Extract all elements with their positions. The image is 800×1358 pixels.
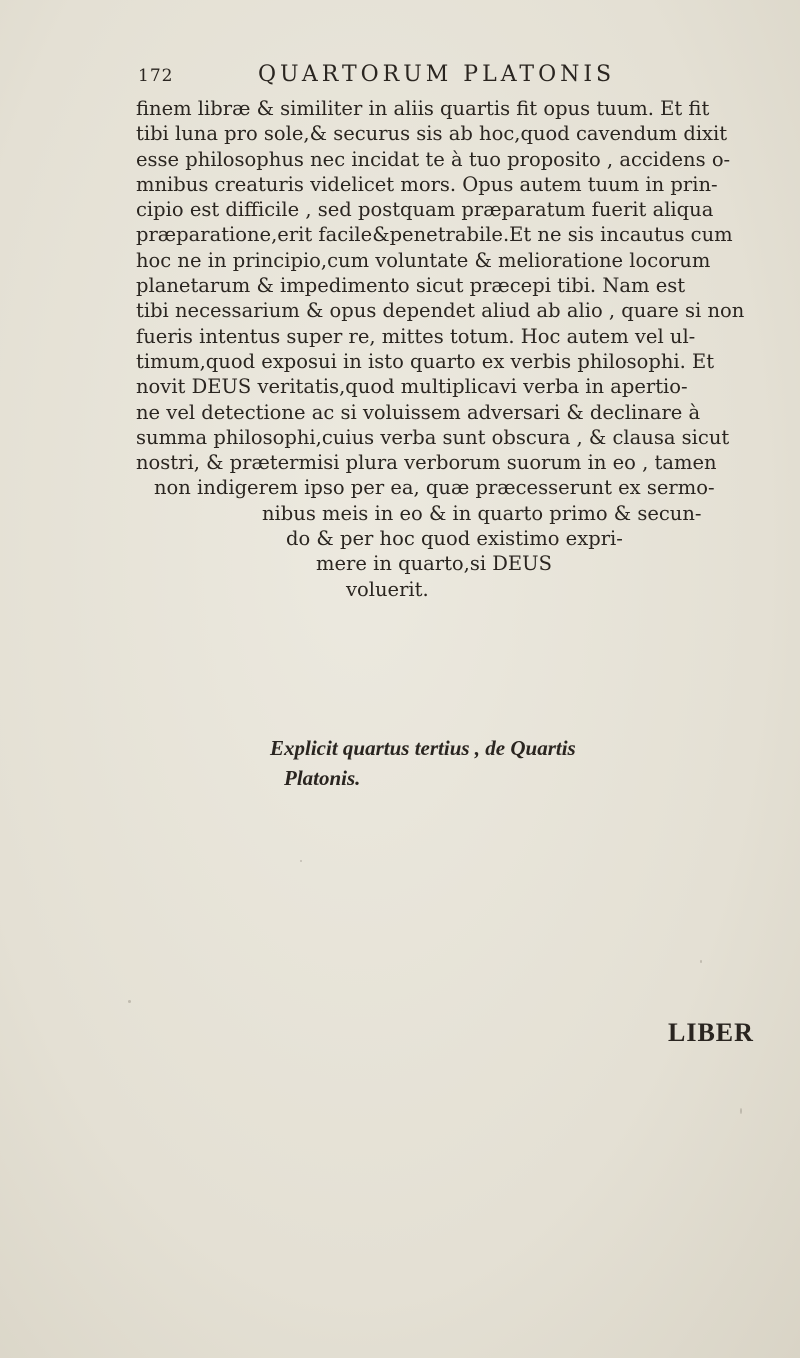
- text-line: voluerit.: [346, 577, 429, 601]
- text-line: novit DEUS veritatis,quod multiplicavi verba in apertio-: [136, 375, 688, 399]
- text-line: planetarum & impedimento sicut præcepi tibi. Nam est: [136, 274, 686, 298]
- text-line: non indigerem ipso per ea, quæ præcesserunt ex sermo-: [154, 476, 715, 500]
- text-line: tibi luna pro sole,& securus sis ab hoc,quod cavendum dixit: [136, 122, 728, 146]
- body-text: [136, 96, 796, 602]
- text-line: timum,quod exposui in isto quarto ex verbis philosophi. Et: [136, 349, 715, 373]
- paper-speck: [700, 960, 702, 963]
- page-header: [138, 62, 698, 96]
- paper-speck: [740, 1108, 742, 1114]
- text-line: nibus meis in eo & in quarto primo & secun-: [262, 501, 702, 525]
- text-line: fueris intentus super re, mittes totum. Hoc autem vel ul-: [136, 324, 696, 348]
- text-line: summa philosophi,cuius verba sunt obscura , & clausa sicut: [136, 425, 730, 449]
- text-line: nostri, & prætermisi plura verborum suorum in eo , tamen: [136, 451, 717, 475]
- explicit-line-2: Platonis.: [284, 766, 361, 790]
- paper-speck: [300, 860, 302, 862]
- catchword: LIBER: [668, 1018, 754, 1047]
- text-line: ne vel detectione ac si voluissem adversari & declinare à: [136, 400, 701, 424]
- text-line: præparatione,erit facile&penetrabile.Et ne sis incautus cum: [136, 223, 733, 247]
- text-line: mnibus creaturis videlicet mors. Opus autem tuum in prin-: [136, 172, 718, 196]
- text-line: cipio est difficile , sed postquam præparatum fuerit aliqua: [136, 198, 714, 222]
- text-line: do & per hoc quod existimo expri-: [286, 527, 623, 551]
- text-line: hoc ne in principio,cum voluntate & melioratione locorum: [136, 248, 711, 272]
- text-line: mere in quarto,si DEUS: [316, 552, 552, 576]
- text-line: tibi necessarium & opus dependet aliud ab alio , quare si non: [136, 299, 745, 323]
- paper-speck: [128, 1000, 131, 1003]
- explicit-colophon: [270, 733, 730, 793]
- running-title: QUARTORUM PLATONIS: [258, 62, 616, 87]
- explicit-line-1: Explicit quartus tertius , de Quartis: [270, 736, 576, 760]
- text-line: esse philosophus nec incidat te à tuo proposito , accidens o-: [136, 147, 731, 171]
- page-number: 172: [138, 66, 174, 86]
- text-line: finem libræ & similiter in aliis quartis fit opus tuum. Et fit: [136, 97, 710, 120]
